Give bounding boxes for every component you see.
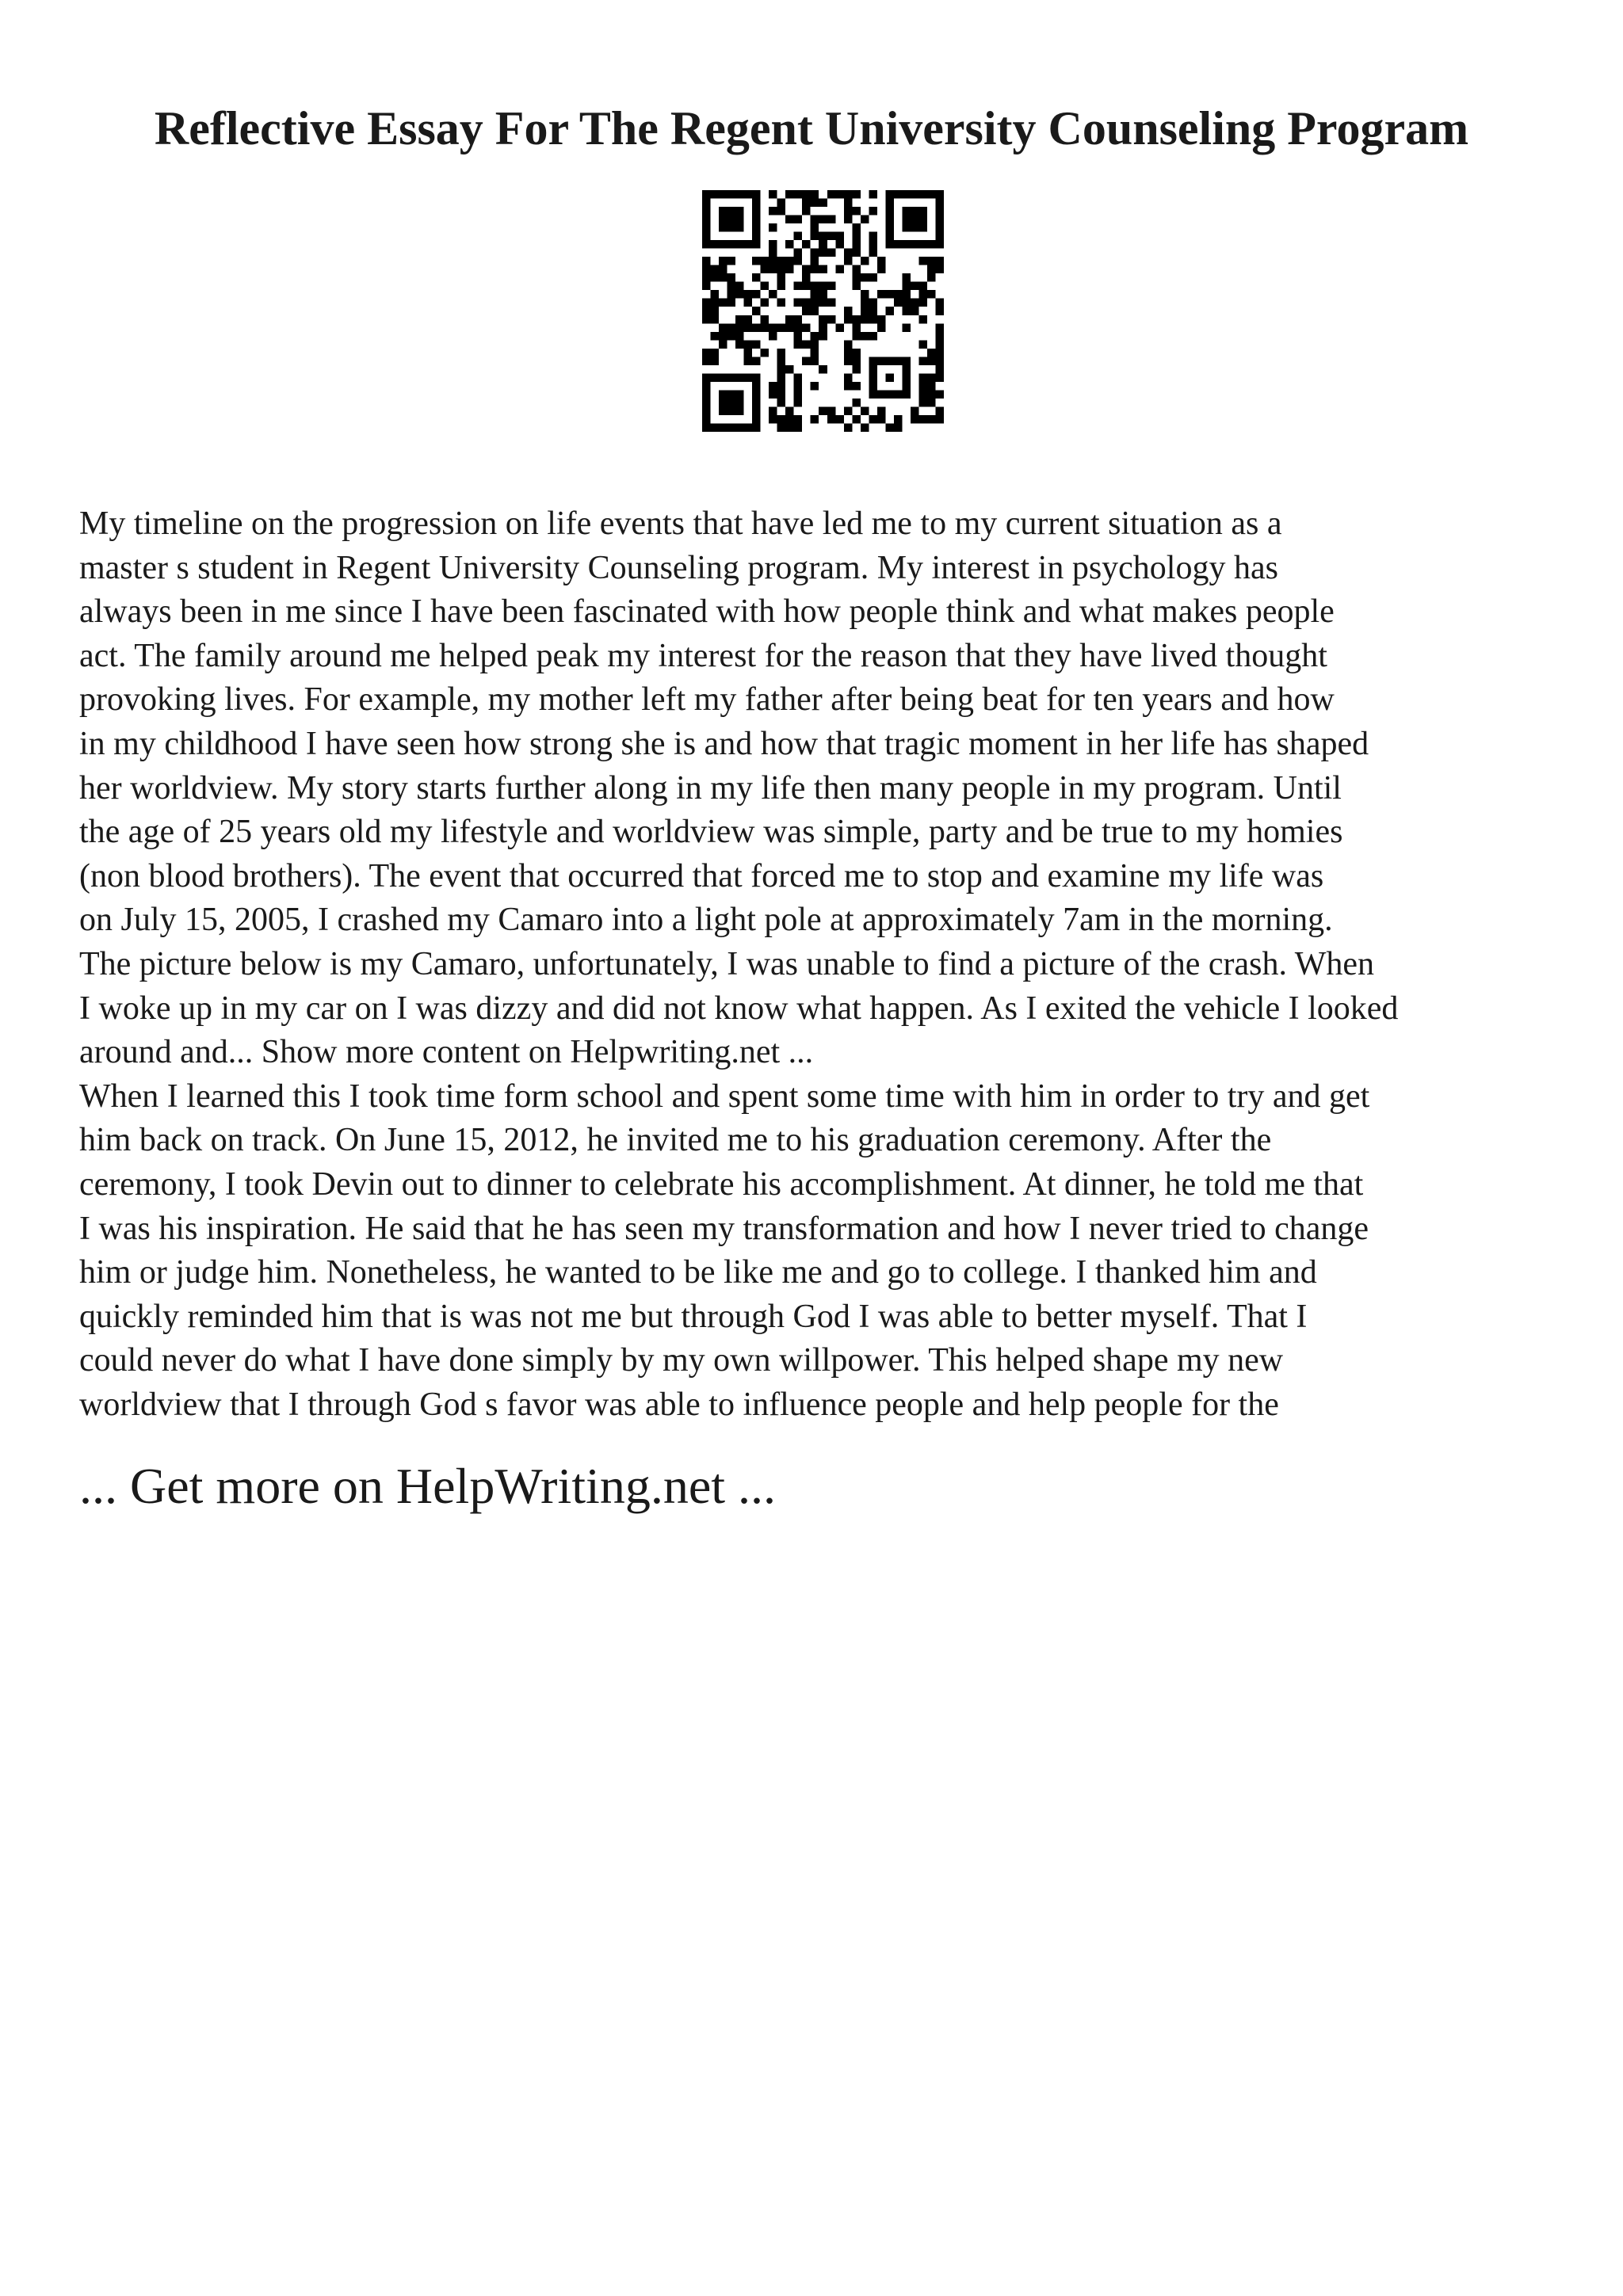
essay-line: I was his inspiration. He said that he has seen my transformation and how I never tried to change	[79, 1210, 1369, 1247]
essay-line: act. The family around me helped peak my interest for the reason that they have lived thought	[79, 637, 1327, 674]
essay-line: the age of 25 years old my lifestyle and worldview was simple, party and be true to my homies	[79, 814, 1343, 851]
essay-line: him or judge him. Nonetheless, he wanted to be like me and go to college. I thanked him and	[79, 1254, 1317, 1291]
essay-line: When I learned this I took time form school and spent some time with him in order to try and get	[79, 1077, 1370, 1115]
get-more-link[interactable]: ... Get more on HelpWriting.net ...	[79, 1458, 776, 1514]
essay-line: I woke up in my car on I was dizzy and did not know what happen. As I exited the vehicle I looked	[79, 990, 1399, 1027]
essay-body	[79, 502, 1569, 1427]
essay-line: worldview that I through God s favor was able to influence people and help people for the	[79, 1386, 1279, 1423]
essay-line: My timeline on the progression on life events that have led me to my current situation as a	[79, 505, 1282, 542]
essay-line: quickly reminded him that is was not me but through God I was able to better myself. That I	[79, 1298, 1308, 1335]
essay-line: always been in me since I have been fascinated with how people think and what makes people	[79, 593, 1335, 631]
document-title: Reflective Essay For The Regent University Counseling Program	[154, 102, 1469, 154]
essay-line: on July 15, 2005, I crashed my Camaro into a light pole at approximately 7am in the morning.	[79, 902, 1333, 939]
essay-line: could never do what I have done simply by my own willpower. This helped shape my new	[79, 1342, 1284, 1379]
essay-line: in my childhood I have seen how strong she is and how that tragic moment in her life has shaped	[79, 725, 1369, 762]
essay-line: her worldview. My story starts further along in my life then many people in my program. Until	[79, 769, 1342, 807]
essay-line: ceremony, I took Devin out to dinner to celebrate his accomplishment. At dinner, he told me that	[79, 1165, 1364, 1203]
qr-code-icon	[702, 190, 944, 432]
essay-line: master s student in Regent University Counseling program. My interest in psychology has	[79, 549, 1278, 586]
essay-line: around and... Show more content on Helpwriting.net ...	[79, 1034, 814, 1071]
essay-line: (non blood brothers). The event that occurred that forced me to stop and examine my life was	[79, 857, 1324, 894]
essay-line: The picture below is my Camaro, unfortunately, I was unable to find a picture of the crash. When	[79, 945, 1374, 982]
essay-line: provoking lives. For example, my mother left my father after being beat for ten years and how	[79, 681, 1335, 719]
essay-line: him back on track. On June 15, 2012, he invited me to his graduation ceremony. After the	[79, 1122, 1272, 1159]
